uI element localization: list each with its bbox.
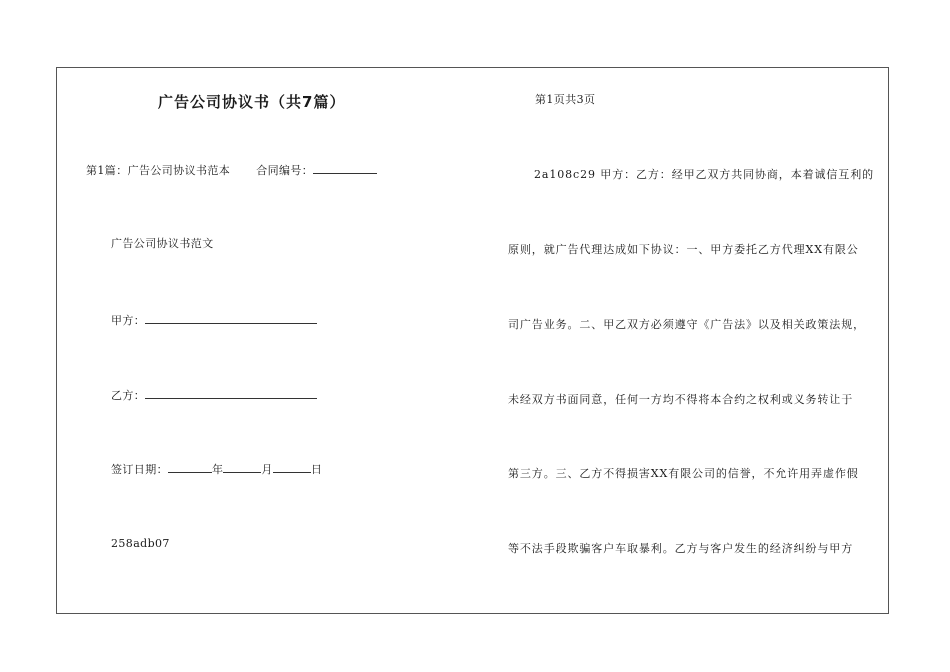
document-code: 258adb07	[111, 537, 170, 550]
body-line-6: 等不法手段欺骗客户车取暴利。乙方与客户发生的经济纠纷与甲方	[508, 542, 854, 555]
body-line-2: 原则，就广告代理达成如下协议：一、甲方委托乙方代理XX有限公	[508, 243, 859, 256]
section-heading-row	[86, 162, 377, 178]
year-label: 年	[212, 463, 224, 476]
day-blank	[273, 461, 311, 473]
party-b-row	[111, 387, 317, 403]
party-b-label: 乙方：	[111, 389, 146, 402]
day-label: 日	[310, 463, 323, 476]
party-a-label: 甲方：	[111, 314, 146, 327]
page-indicator: 第1页共3页	[535, 93, 596, 106]
subtitle: 广告公司协议书范文	[111, 237, 214, 250]
contract-number-blank	[313, 162, 377, 174]
body-line-1: 2a108c29 甲方：乙方：经甲乙双方共同协商，本着诚信互利的	[534, 168, 875, 181]
contract-number-label: 合同编号：	[256, 164, 314, 177]
party-b-blank	[145, 387, 317, 399]
month-blank	[223, 461, 261, 473]
year-blank	[168, 461, 212, 473]
month-label: 月	[261, 463, 273, 476]
party-a-row	[111, 312, 317, 328]
body-line-3: 司广告业务。二、甲乙双方必须遵守《广告法》以及相关政策法规，	[508, 318, 865, 331]
section-heading: 第1篇：广告公司协议书范本	[86, 164, 231, 177]
document-title: 广告公司协议书（共7篇）	[158, 93, 346, 111]
sign-date-label: 签订日期：	[111, 463, 168, 476]
sign-date-row	[111, 461, 322, 477]
page-border	[56, 67, 889, 614]
body-line-5: 第三方。三、乙方不得损害XX有限公司的信誉，不允许用弄虚作假	[508, 467, 859, 480]
party-a-blank	[145, 312, 317, 324]
body-line-4: 未经双方书面同意，任何一方均不得将本合约之权利或义务转让于	[508, 393, 854, 406]
